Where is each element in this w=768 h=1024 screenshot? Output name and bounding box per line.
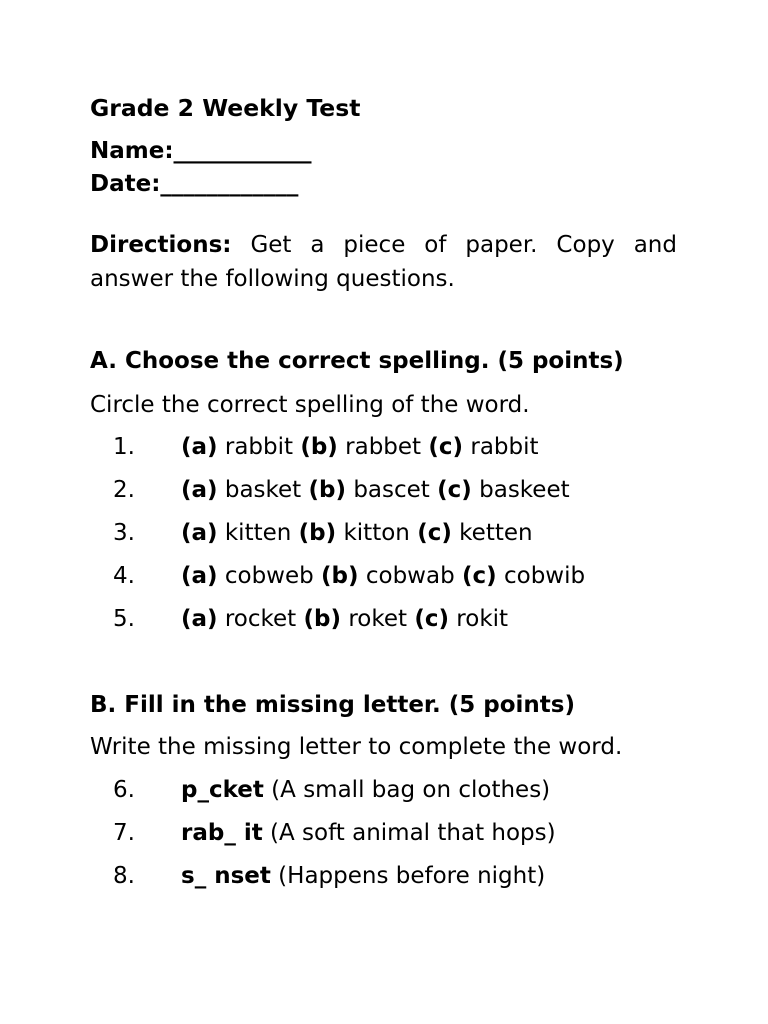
word-hint: (A soft animal that hops): [262, 820, 556, 846]
option-b-label: (b): [303, 606, 342, 632]
missing-letter-word: p_cket: [181, 777, 264, 803]
option-a-label: (a): [181, 606, 218, 632]
option-a-label: (a): [181, 520, 218, 546]
question-number: 3.: [113, 520, 135, 546]
question-number: 5.: [113, 606, 135, 632]
section-b-instruction: Write the missing letter to complete the word.: [90, 734, 623, 760]
option-c: rokit: [449, 606, 509, 632]
section-b-heading: B. Fill in the missing letter. (5 points): [90, 692, 575, 718]
option-a: basket: [217, 477, 309, 503]
option-b-label: (b): [298, 520, 337, 546]
option-c-label: (c): [462, 563, 497, 589]
option-a-label: (a): [181, 477, 218, 503]
option-c-label: (c): [437, 477, 472, 503]
option-c-label: (c): [428, 434, 464, 460]
question-6: [0, 774, 768, 808]
option-a: rabbit: [217, 434, 301, 460]
question-number: 4.: [113, 563, 135, 589]
option-c-label: (c): [417, 520, 452, 546]
option-a-label: (a): [181, 563, 218, 589]
directions-text: Get a piece of paper. Copy and answer the following questions.: [90, 232, 677, 292]
question-options: [181, 431, 539, 464]
word-hint: (Happens before night): [270, 863, 546, 889]
question-4: [0, 560, 768, 594]
option-c: baskeet: [471, 477, 570, 503]
question-options: [181, 560, 585, 593]
option-b: rabbet: [337, 434, 429, 460]
question-content: [181, 774, 550, 807]
date-field: Date:____________: [90, 171, 299, 197]
question-8: [0, 860, 768, 894]
question-3: [0, 517, 768, 551]
option-b-label: (b): [308, 477, 347, 503]
option-b: roket: [341, 606, 415, 632]
question-5: [0, 603, 768, 637]
directions: [90, 228, 677, 296]
question-number: 2.: [113, 477, 135, 503]
question-7: [0, 817, 768, 851]
directions-label: Directions:: [90, 232, 232, 258]
name-field: Name:____________: [90, 138, 312, 164]
question-content: [181, 817, 556, 850]
missing-letter-word: s_ nset: [181, 863, 271, 889]
option-b-label: (b): [300, 434, 338, 460]
option-a: kitten: [217, 520, 299, 546]
option-a-label: (a): [181, 434, 218, 460]
missing-letter-word: rab_ it: [181, 820, 263, 846]
option-b: kitton: [336, 520, 418, 546]
question-1: [0, 431, 768, 465]
question-options: [181, 517, 533, 550]
question-content: [181, 860, 545, 893]
word-hint: (A small bag on clothes): [263, 777, 551, 803]
question-options: [181, 474, 570, 507]
option-b: cobwab: [358, 563, 462, 589]
option-b: bascet: [346, 477, 438, 503]
option-a: rocket: [217, 606, 304, 632]
option-c: cobwib: [496, 563, 586, 589]
question-number: 6.: [113, 777, 135, 803]
question-number: 7.: [113, 820, 135, 846]
question-options: [181, 603, 508, 636]
option-a: cobweb: [217, 563, 322, 589]
option-c-label: (c): [414, 606, 449, 632]
page-title: Grade 2 Weekly Test: [90, 94, 361, 122]
option-b-label: (b): [321, 563, 359, 589]
section-a-instruction: Circle the correct spelling of the word.: [90, 392, 530, 418]
section-a-heading: A. Choose the correct spelling. (5 points): [90, 348, 624, 374]
option-c: rabbit: [463, 434, 539, 460]
question-number: 8.: [113, 863, 135, 889]
question-number: 1.: [113, 434, 135, 460]
question-2: [0, 474, 768, 508]
option-c: ketten: [451, 520, 533, 546]
